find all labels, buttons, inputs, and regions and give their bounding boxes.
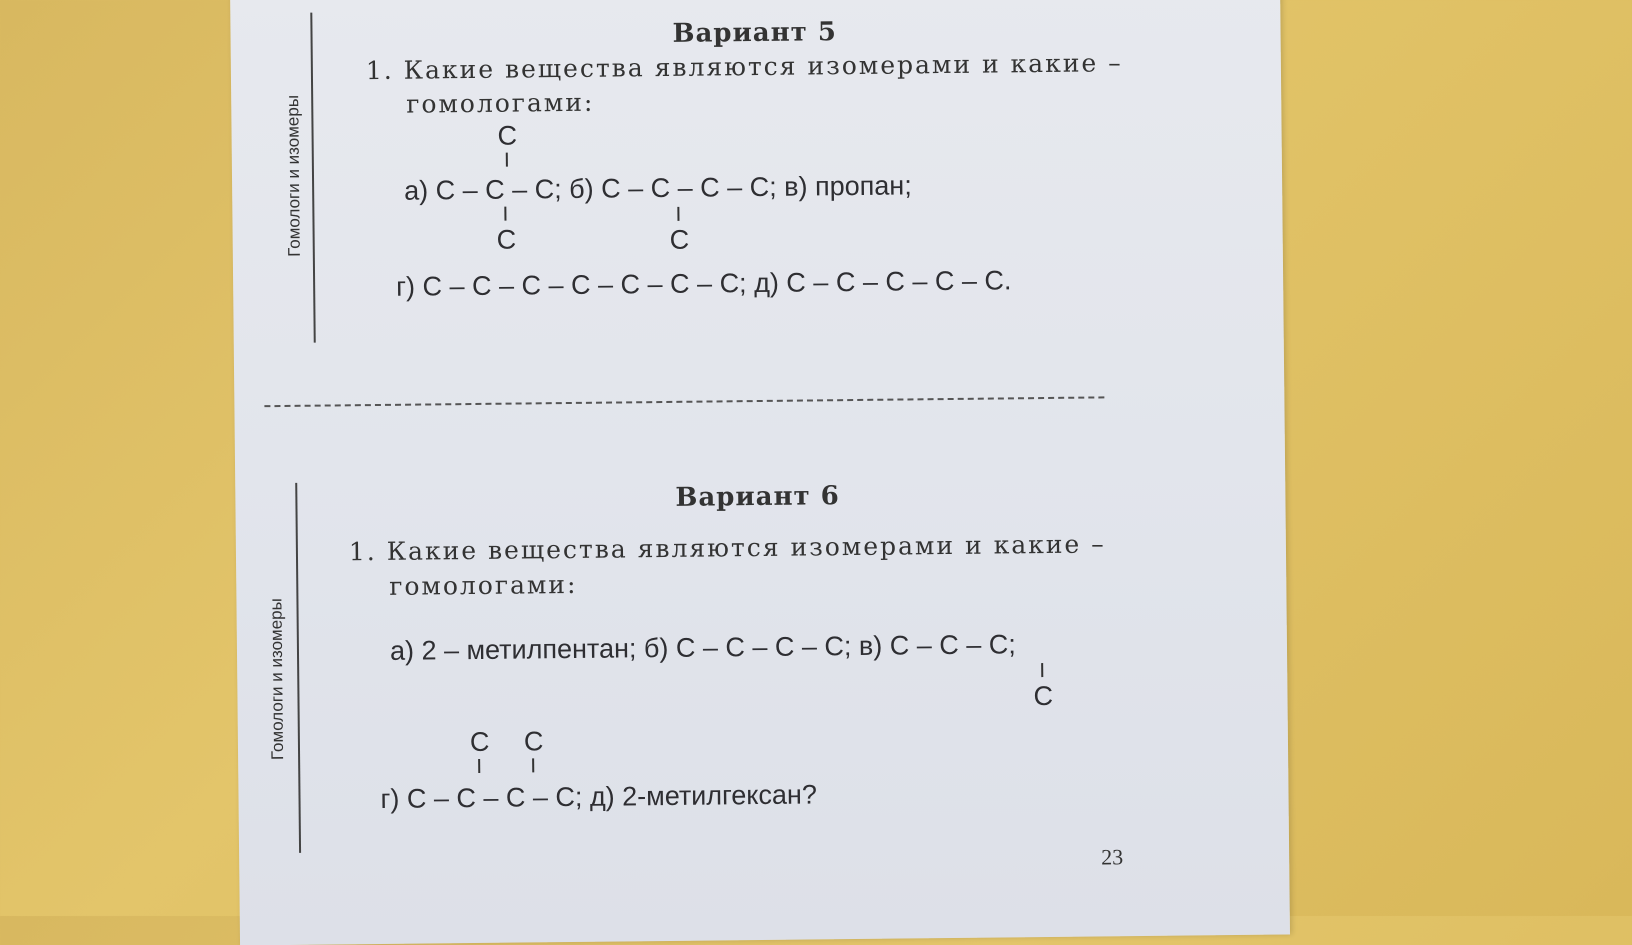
formula-g-top-carbon-2: C (523, 726, 544, 757)
textbook-page (230, 0, 1290, 945)
side-line-variant5 (310, 13, 315, 343)
variant5-question-line1: 1. Какие вещества являются изомерами и какие – (365, 48, 1123, 86)
formula-a-top-bond (506, 153, 508, 167)
formula-g-top-bond-1 (478, 759, 480, 773)
side-label-variant6: Гомологи и изомеры (266, 598, 288, 761)
formula-b-bottom-bond (677, 207, 679, 221)
variant6-question-line2: гомологами: (389, 569, 578, 601)
formula-v-bottom-carbon: C (1033, 680, 1054, 712)
variant6-title: Вариант 6 (675, 481, 840, 513)
variant6-question-line1: 1. Какие вещества являются изомерами и какие – (348, 529, 1106, 567)
variant6-formula-line1: а) 2 – метилпентан; б) C – C – C – C; в) C – C – C; (389, 629, 1016, 666)
variant5-question-line2: гомологами: (406, 87, 595, 119)
formula-a-top-carbon: C (497, 120, 518, 151)
formula-a-bottom-bond (504, 207, 506, 221)
variant5-formula-line2: г) C – C – C – C – C – C – C; д) C – C – C – C – C. (396, 265, 1012, 302)
variant5-formula-line1: а) C – C – C; б) C – C – C – C; в) пропан; (404, 170, 912, 206)
formula-g-top-bond-2 (532, 758, 534, 772)
side-line-variant6 (295, 483, 301, 853)
formula-a-bottom-carbon: C (496, 224, 517, 255)
formula-b-bottom-carbon: C (669, 224, 690, 255)
variant6-formula-line2: г) C – C – C – C; д) 2-метилгексан? (380, 779, 818, 814)
side-label-variant5: Гомологи и изомеры (283, 94, 304, 257)
page-number: 23 (1101, 844, 1124, 870)
cut-line-divider (264, 396, 1104, 407)
formula-g-top-carbon-1: C (469, 726, 490, 758)
variant5-title: Вариант 5 (672, 17, 838, 49)
formula-v-bottom-bond (1041, 663, 1043, 677)
